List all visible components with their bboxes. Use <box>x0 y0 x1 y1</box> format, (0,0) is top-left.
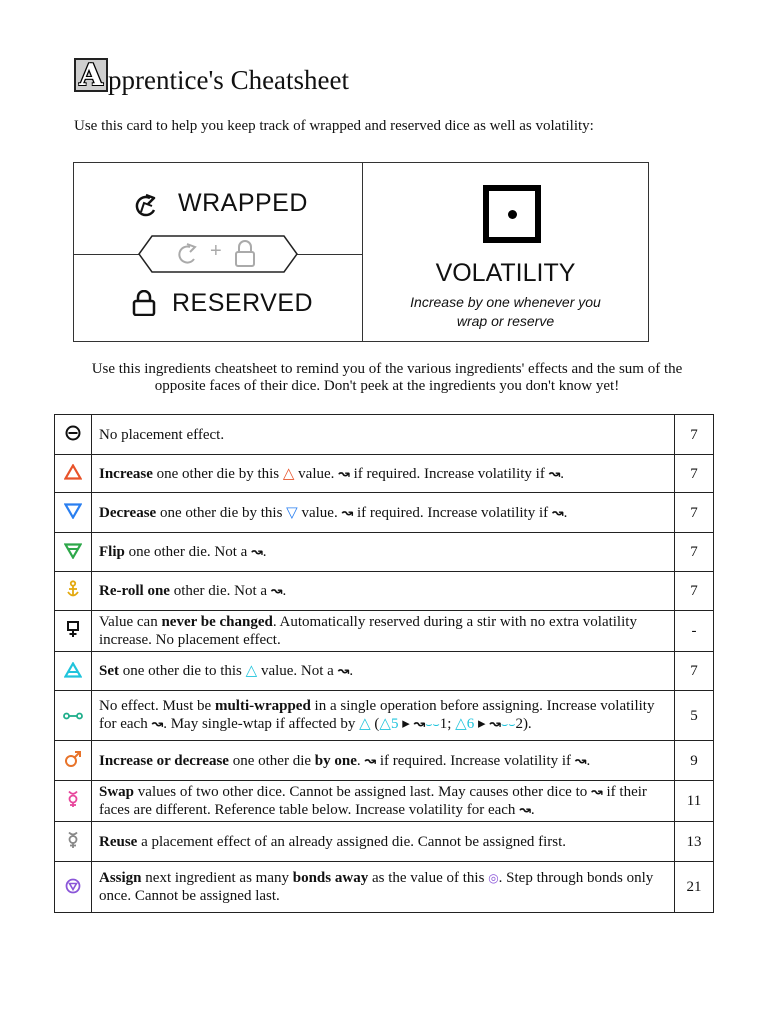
sum-cell: 11 <box>675 781 714 822</box>
wave-icon: ↝ <box>364 752 377 769</box>
wave-icon: ↝ <box>591 784 603 800</box>
table-row <box>55 611 714 652</box>
effect-cell: Reuse a placement effect of an already assigned die. Cannot be assigned first. <box>92 822 675 862</box>
anchor-icon <box>66 580 80 598</box>
swap-icon <box>66 790 80 808</box>
table-row <box>55 493 714 533</box>
page-title: pprentice's Cheatsheet <box>108 65 350 95</box>
table-row <box>55 781 714 822</box>
triangle-up-bar-icon <box>64 662 82 678</box>
fixed-icon <box>66 620 80 638</box>
sum-cell: 7 <box>675 572 714 611</box>
page-header <box>74 57 350 95</box>
table-row <box>55 652 714 691</box>
effect-cell: Flip one other die. Not a ↝. <box>92 533 675 572</box>
sum-cell: 21 <box>675 862 714 913</box>
combo-plus: + <box>210 240 222 262</box>
bond-icon: ◎ <box>488 871 499 885</box>
table-row <box>55 572 714 611</box>
triangle-down-icon: ▽ <box>286 504 298 521</box>
triangle-up-bar-icon: △ <box>359 716 371 732</box>
wrapped-label: WRAPPED <box>178 189 308 217</box>
triangle-down-icon <box>64 503 82 519</box>
table-row <box>55 862 714 913</box>
sum-cell: 7 <box>675 652 714 691</box>
sum-cell: 13 <box>675 822 714 862</box>
table-row <box>55 822 714 862</box>
sum-cell: 7 <box>675 533 714 572</box>
sum-cell: 7 <box>675 493 714 533</box>
link-icon <box>63 711 83 721</box>
ingredients-intro: Use this ingredients cheatsheet to remind you of the various ingredients' effects and the sum of the opposite faces of their dice. Don't peek at the ingredients you don't know yet! <box>91 361 683 394</box>
wave-icon: ↝ <box>151 716 164 732</box>
tracker-card <box>73 162 649 342</box>
wave-icon: ↝ <box>548 465 561 482</box>
effect-cell: Increase one other die by this △ value. ↝ if required. Increase volatility if ↝. <box>92 455 675 493</box>
wave-icon: ↝ <box>551 504 564 521</box>
volatility-die-icon <box>483 185 541 243</box>
triangle-up-icon <box>64 464 82 480</box>
sum-cell: 7 <box>675 455 714 493</box>
bond-icon <box>65 878 81 894</box>
table-row <box>55 741 714 781</box>
intro-text: Use this card to help you keep track of wrapped and reserved dice as well as volatility: <box>74 118 594 134</box>
wave-icon: ↝ <box>270 583 283 599</box>
effect-cell: Value can never be changed. Automatically reserved during a stir with no extra volatility increase. No placement effect. <box>92 611 675 652</box>
effect-cell: Decrease one other die by this ▽ value. ↝ if required. Increase volatility if ↝. <box>92 493 675 533</box>
triangle-up-bar-icon: △ <box>245 663 258 679</box>
wrap-icon <box>130 190 162 222</box>
play-icon: ▸ <box>477 716 486 732</box>
effect-cell: Assign next ingredient as many bonds away as the value of this ◎. Step through bonds only once. Cannot be assigned last. <box>92 862 675 913</box>
triangle-up-icon: △ <box>282 465 295 482</box>
table-row <box>55 415 714 455</box>
wave-icon: ↝ <box>251 544 263 560</box>
effect-cell: Set one other die to this △ value. Not a ↝. <box>92 652 675 691</box>
wave-icon: ↝ <box>574 752 587 769</box>
wave-icon: ↝ <box>338 465 350 482</box>
wave-icon: ↝ <box>519 802 531 818</box>
volatility-section <box>363 163 648 341</box>
sum-cell: - <box>675 611 714 652</box>
table-row <box>55 533 714 572</box>
ingredients-table <box>54 414 714 913</box>
reserved-label: RESERVED <box>172 289 314 317</box>
effect-cell: Re-roll one other die. Not a ↝. <box>92 572 675 611</box>
mars-icon <box>64 750 82 768</box>
table-row <box>55 455 714 493</box>
effect-cell: No effect. Must be multi-wrapped in a single operation before assigning. Increase volatility for each ↝. May single-wtap if affected by △ (△5 ▸ ↝⌣⌣1; △6 ▸ ↝⌣⌣2). <box>92 691 675 741</box>
wave-icon: ↝ <box>337 663 350 679</box>
dropcap-letter: A <box>74 58 108 92</box>
volatility-description: Increase by one whenever you wrap or reserve <box>410 294 601 329</box>
sum-cell: 7 <box>675 415 714 455</box>
mercury-icon <box>66 831 80 849</box>
sum-cell: 9 <box>675 741 714 781</box>
triangle-down-bar-icon <box>64 543 82 559</box>
effect-cell: No placement effect. <box>92 415 675 455</box>
lock-icon <box>132 290 156 316</box>
effect-cell: Increase or decrease one other die by one. ↝ if required. Increase volatility if ↝. <box>92 741 675 781</box>
play-icon: ▸ <box>402 716 410 732</box>
wave-icon: ↝ <box>341 504 354 521</box>
wrap-reserve-section <box>74 163 363 341</box>
table-row <box>55 691 714 741</box>
circle-minus-icon <box>65 425 81 441</box>
sum-cell: 5 <box>675 691 714 741</box>
volatility-label: VOLATILITY <box>435 259 576 287</box>
effect-cell: Swap values of two other dice. Cannot be assigned last. May causes other dice to ↝ if their faces are different. Reference table below. Increase volatility for each ↝. <box>92 781 675 822</box>
